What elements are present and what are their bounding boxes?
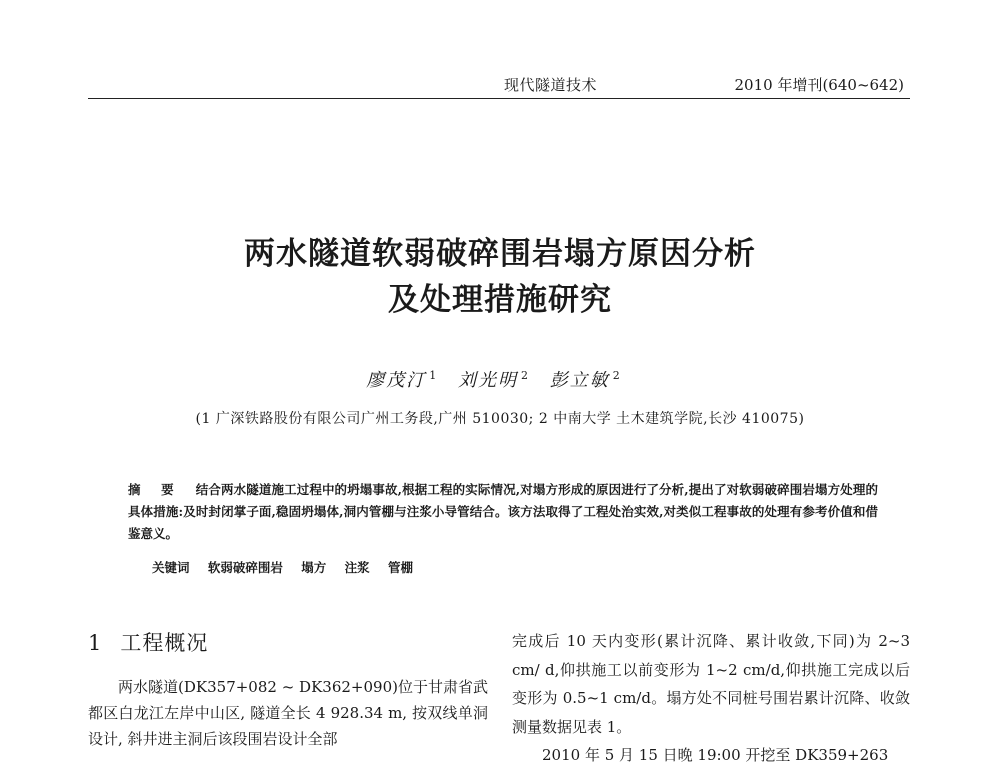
section-heading <box>88 628 488 658</box>
keywords-label: 关键词 <box>152 560 190 575</box>
author-list <box>0 366 1000 392</box>
keyword: 管棚 <box>388 560 414 575</box>
journal-name: 现代隧道技术 <box>504 76 598 94</box>
section-title: 工程概况 <box>120 631 209 655</box>
keyword: 注浆 <box>344 560 370 575</box>
abstract <box>128 479 878 545</box>
affiliations: (1 广深铁路股份有限公司广州工务段,广州 510030; 2 中南大学 土木建筑学院,长沙 410075) <box>195 411 805 427</box>
keywords <box>152 558 427 576</box>
body-paragraph: 两水隧道(DK357+082 ~ DK362+090)位于甘肃省武都区白龙江左岸中山区, 隧道全长 4 928.34 m, 按双线单洞设计, 斜井进主洞后该段围岩设计全部 <box>88 678 488 748</box>
body-paragraph: 完成后 10 天内变形(累计沉降、累计收敛,下同)为 2~3 cm/ d,仰拱施工以前变形为 1~2 cm/d,仰拱施工完成以后变形为 0.5~1 cm/d。塌方处不同桩号围岩累计沉降、收敛测量数据见表 1。 <box>512 632 910 736</box>
author-affil-mark: 1 <box>429 369 437 382</box>
keyword: 塌方 <box>301 560 327 575</box>
body-paragraph: 2010 年 5 月 15 日晚 19:00 开挖至 DK359+263 <box>542 746 889 764</box>
page-header <box>88 74 910 99</box>
abstract-label: 摘 要 <box>128 482 182 497</box>
author-name: 廖茂汀 <box>366 370 427 391</box>
right-column <box>512 627 910 770</box>
issue-info: 2010 年增刊(640~642) <box>734 76 904 94</box>
author-affil-mark: 2 <box>612 369 620 382</box>
author-name: 彭立敏 <box>549 370 610 391</box>
abstract-text: 结合两水隧道施工过程中的坍塌事故,根据工程的实际情况,对塌方形成的原因进行了分析,提出了对软弱破碎围岩塌方处理的具体措施:及时封闭掌子面,稳固坍塌体,洞内管棚与注浆小导管结合。该方法取得了工程处治实效,对类似工程事故的处理有参考价值和借鉴意义。 <box>128 482 878 541</box>
section-number: 1 <box>88 631 103 655</box>
paper-title-line-2: 及处理措施研究 <box>388 282 612 318</box>
author-affil-mark: 2 <box>521 369 528 382</box>
author-name: 刘光明 <box>458 370 518 391</box>
left-column <box>88 628 488 752</box>
paper-title-line-1: 两水隧道软弱破碎围岩塌方原因分析 <box>244 236 756 272</box>
keyword: 软弱破碎围岩 <box>207 560 283 575</box>
